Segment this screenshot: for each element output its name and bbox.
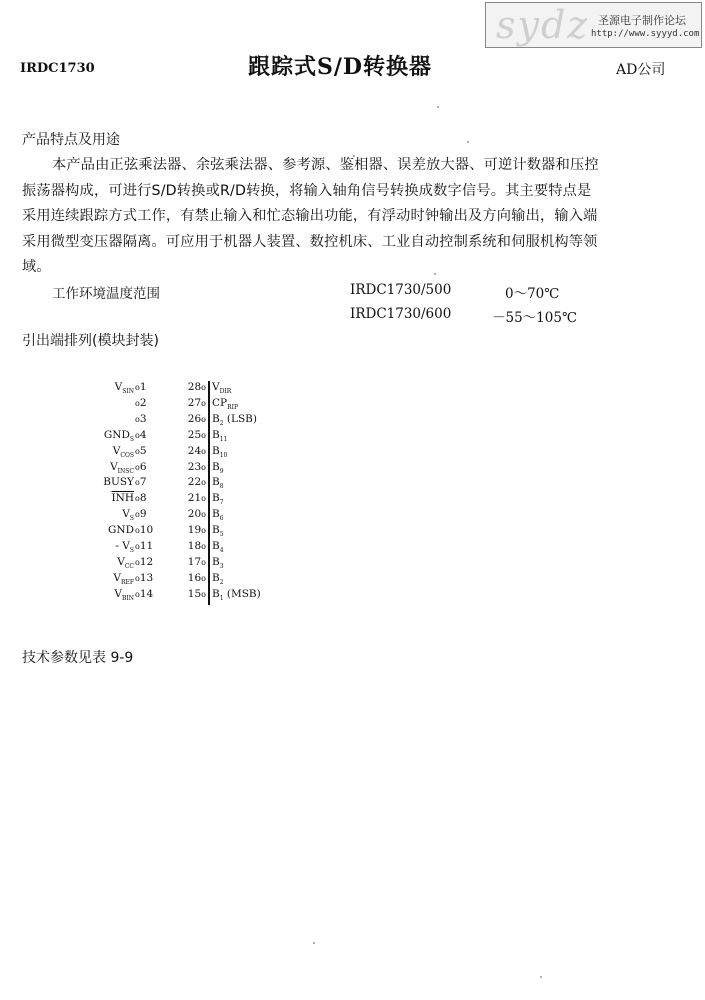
pin-right-number: 15o [187, 587, 206, 600]
pin-right-name: $B_2$ [212, 571, 224, 586]
scan-speck [434, 273, 436, 275]
pin-left-number: o14 [135, 587, 154, 600]
pin-left-name: $V_{REF}$ [113, 571, 134, 586]
pin-left-number: o2 [135, 396, 147, 409]
footer-note: 技术参数见表 9-9 [22, 650, 134, 666]
watermark-url: http://www.syyyd.com [591, 29, 700, 39]
pin-row [90, 445, 290, 461]
company-name: AD公司 [616, 62, 666, 78]
pin-right-number: 20o [187, 508, 206, 521]
pin-left-name: $V_{BIN}$ [114, 587, 134, 602]
pin-right-number: 22o [187, 476, 206, 489]
pin-right-number: 23o [187, 460, 206, 473]
pin-left-name: $V_{INSC}$ [110, 460, 134, 475]
features-heading: 产品特点及用途 [22, 132, 120, 148]
features-line: 本产品由正弦乘法器、余弦乘法器、参考源、鉴相器、误差放大器、可逆计数器和压控 [52, 157, 599, 173]
pin-left-name: $V_{COS}$ [112, 444, 134, 459]
features-line: 域。 [22, 259, 51, 275]
pin-right-name: $B_{11}$ [212, 428, 228, 443]
pin-left-number: o12 [135, 555, 154, 568]
pin-right-number: 21o [187, 492, 206, 505]
pin-row [90, 413, 290, 429]
pin-left-number: o1 [135, 381, 147, 393]
pin-row [90, 429, 290, 445]
pin-right-name: $B_5$ [212, 524, 224, 539]
pin-right-number: 28o [187, 381, 206, 393]
pin-row [90, 572, 290, 588]
scan-speck [313, 942, 315, 944]
pin-left-name: $V_S$ [122, 508, 134, 523]
pin-row [90, 588, 290, 604]
scan-speck [437, 106, 439, 108]
pin-right-name: $B_4$ [212, 540, 224, 555]
pin-left-name: - $V_S$ [115, 540, 134, 555]
pin-left-name: $GND_S$ [103, 428, 134, 443]
pin-right-name: $B_3$ [212, 555, 224, 570]
pin-left-number: o6 [135, 460, 147, 473]
temperature-range: －55～105℃ [492, 310, 578, 326]
pin-right-name: $B_2$ (LSB) [212, 412, 257, 427]
pin-left-number: o7 [135, 476, 147, 489]
temperature-label: 工作环境温度范围 [52, 286, 160, 302]
pin-row [90, 508, 290, 524]
pin-right-number: 18o [187, 540, 206, 552]
pin-left-number: o11 [135, 540, 154, 552]
pin-left-number: o5 [135, 444, 147, 457]
pin-right-name: $V_{DIR}$ [212, 381, 232, 396]
pin-right-name: $CP_{RIP}$ [212, 396, 239, 411]
pin-left-number: o10 [135, 524, 154, 537]
pin-right-name: $B_8$ [212, 476, 224, 491]
pin-left-number: o9 [135, 508, 147, 521]
watermark-logo: sydz [496, 3, 590, 47]
pin-row [90, 381, 290, 397]
pinout-heading: 引出端排列(模块封装) [22, 333, 159, 349]
pin-row [90, 476, 290, 492]
pin-left-name: $V_{SIN}$ [114, 381, 134, 396]
pin-right-number: 27o [187, 396, 206, 409]
scan-speck [467, 141, 469, 143]
features-line: 采用连续跟踪方式工作，有禁止输入和忙态输出功能，有浮动时钟输出及方向输出，输入端 [22, 208, 598, 224]
pinout-diagram [90, 381, 290, 611]
pin-right-number: 16o [187, 571, 206, 584]
pin-right-name: $B_6$ [212, 508, 224, 523]
scan-speck [353, 155, 355, 157]
temperature-model: IRDC1730/600 [350, 306, 452, 322]
temperature-model: IRDC1730/500 [350, 282, 452, 298]
pin-row [90, 397, 290, 413]
pin-right-name: $B_{10}$ [212, 444, 228, 459]
pin-row [90, 492, 290, 508]
model-number: IRDC1730 [20, 61, 95, 76]
pin-right-number: 17o [187, 555, 206, 568]
page-title: 跟踪式S/D转换器 [248, 54, 433, 80]
features-line: 采用微型变压器隔离。可应用于机器人装置、数控机床、工业自动控制系统和伺服机构等领 [22, 233, 598, 250]
pin-left-name: $V_{CC}$ [117, 555, 134, 570]
pin-right-name: $B_1$ (MSB) [212, 587, 261, 602]
pin-row [90, 540, 290, 556]
pin-row [90, 556, 290, 572]
pin-left-name: BUSY [103, 476, 134, 489]
features-line: 振荡器构成，可进行S/D转换或R/D转换，将输入轴角信号转换成数字信号。其主要特点是 [22, 182, 592, 199]
pin-left-number: o8 [135, 492, 147, 505]
pin-row [90, 524, 290, 540]
temperature-range: 0～70℃ [505, 286, 560, 302]
pin-right-number: 25o [187, 428, 206, 441]
scan-speck [540, 976, 542, 978]
pin-right-number: 24o [187, 444, 206, 457]
pin-right-number: 19o [187, 524, 206, 537]
features-paragraph [22, 153, 682, 281]
pin-right-number: 26o [187, 412, 206, 425]
pin-left-number: o13 [135, 571, 154, 584]
watermark-site-name: 圣源电子制作论坛 [598, 14, 686, 27]
pin-left-name: $\overline{INH}$ [111, 492, 134, 505]
pin-right-name: $B_9$ [212, 460, 224, 475]
pin-right-name: $B_7$ [212, 492, 224, 507]
watermark [485, 2, 702, 48]
pin-left-number: o4 [135, 428, 147, 441]
pin-row [90, 461, 290, 477]
pin-left-number: o3 [135, 412, 147, 425]
pin-left-name: GND [108, 524, 134, 537]
